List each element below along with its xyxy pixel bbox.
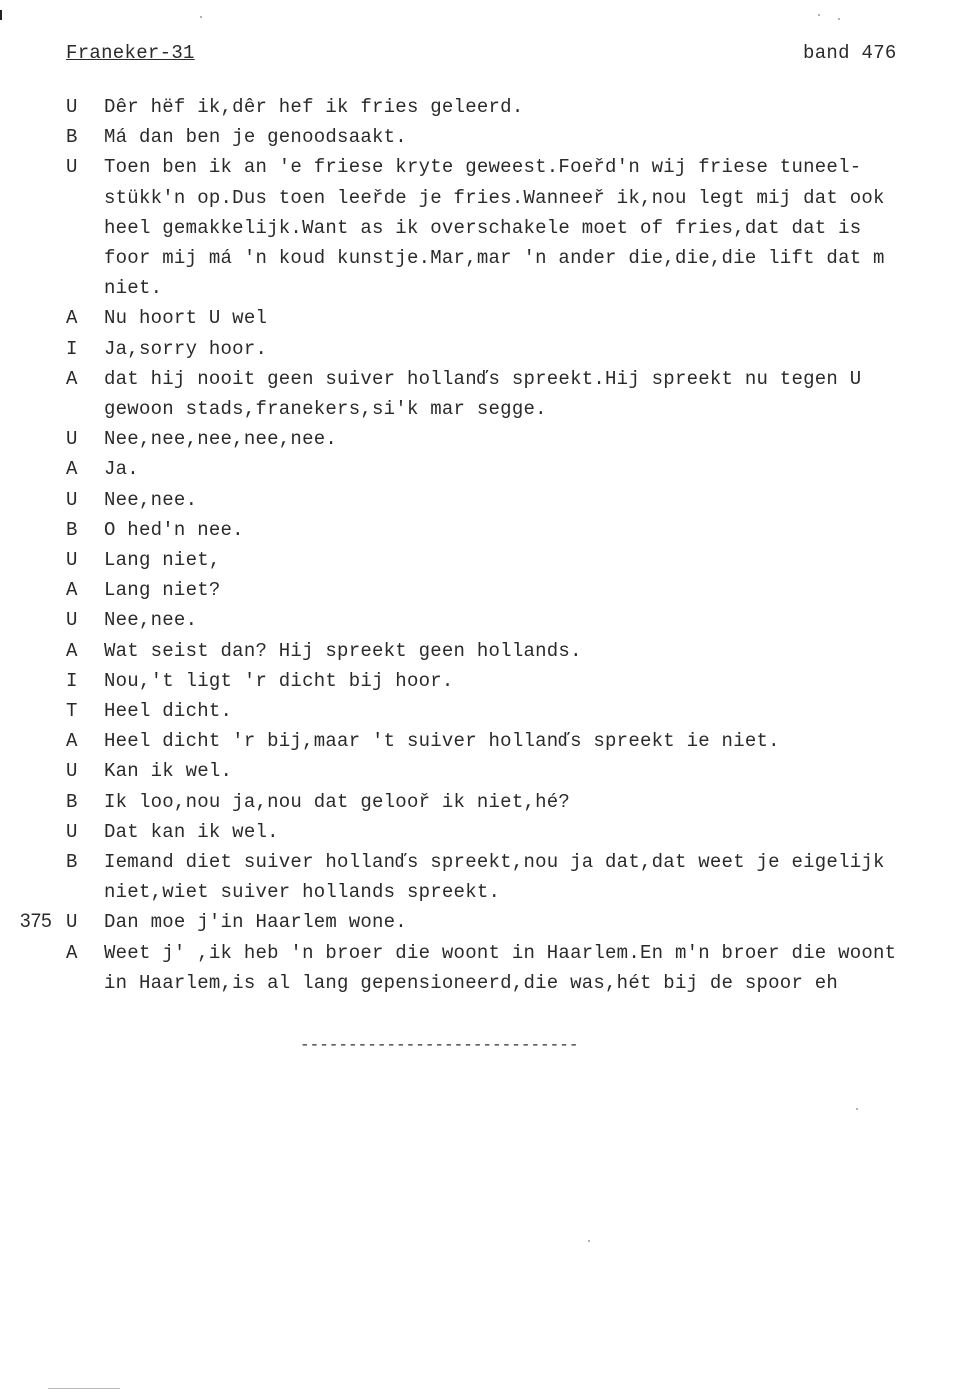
transcript-turn (0, 726, 979, 756)
transcript-turn (0, 515, 979, 545)
utterance-line: stükk'n op.Dus toen leeřde je fries.Wanneeř ik,nou legt mij dat ook (104, 186, 885, 209)
transcript-turn (0, 334, 979, 364)
speaker-label: U (66, 488, 78, 511)
utterance (104, 756, 964, 786)
utterance (104, 636, 964, 666)
transcript-turn (0, 847, 979, 907)
utterance (104, 907, 964, 937)
utterance (104, 303, 964, 333)
utterance-line: Toen ben ik an 'e friese kryte geweest.Foeřd'n wij friese tuneel- (104, 156, 862, 179)
speaker-label: I (66, 337, 78, 360)
transcript-turn (0, 303, 979, 333)
speaker-label: U (66, 609, 78, 632)
speaker-label: A (66, 367, 78, 390)
utterance-line: Nu hoort U wel (104, 307, 268, 330)
transcript-turn (0, 575, 979, 605)
utterance-line: foor mij má 'n koud kunstje.Mar,mar 'n ander die,die,die lift dat m (104, 247, 885, 270)
speaker-label: A (66, 307, 78, 330)
utterance-line: Dan moe j'in Haarlem wone. (104, 911, 407, 934)
transcript-turn (0, 907, 979, 937)
transcript-turn (0, 545, 979, 575)
bottom-edge-mark (48, 1388, 120, 1389)
utterance-line: Dat kan ik wel. (104, 820, 279, 843)
speaker-label: A (66, 458, 78, 481)
transcript-turn (0, 756, 979, 786)
speaker-label: U (66, 820, 78, 843)
utterance-line: Ik loo,nou ja,nou dat gelooř ik niet,hé? (104, 790, 571, 813)
speaker-label: U (66, 760, 78, 783)
utterance (104, 152, 964, 303)
speaker-label: U (66, 96, 78, 118)
utterance-line: Lang niet? (104, 579, 221, 602)
paper-speck (200, 16, 202, 18)
utterance-line: Lang niet, (104, 549, 221, 572)
utterance (104, 485, 964, 515)
speaker-label: B (66, 126, 78, 149)
utterance-line: heel gemakkelijk.Want as ik overschakele moet of fries,dat dat is (104, 216, 862, 239)
utterance (104, 666, 964, 696)
utterance-line: Nee,nee. (104, 488, 198, 511)
utterance (104, 605, 964, 635)
transcript-turn (0, 485, 979, 515)
speaker-label: U (66, 911, 78, 934)
speaker-label: A (66, 579, 78, 602)
transcript-turn (0, 122, 979, 152)
utterance (104, 515, 964, 545)
utterance-line: Iemand diet suiver hollanďs spreekt,nou ja dat,dat weet je eigelijk (104, 851, 885, 874)
utterance (104, 454, 964, 484)
utterance-line: Ja,sorry hoor. (104, 337, 268, 360)
utterance-line: Weet j' ,ik heb 'n broer die woont in Haarlem.En m'n broer die woont (104, 941, 897, 964)
utterance-line: niet,wiet suiver hollands spreekt. (104, 881, 501, 904)
transcript-turn (0, 605, 979, 635)
utterance-line: Wat seist dan? Hij spreekt geen hollands. (104, 639, 582, 662)
utterance-line: dat hij nooit geen suiver hollanďs spreekt.Hij spreekt nu tegen U (104, 367, 862, 390)
transcript-turn (0, 454, 979, 484)
speaker-label: U (66, 549, 78, 572)
utterance (104, 817, 964, 847)
utterance (104, 696, 964, 726)
utterance (104, 334, 964, 364)
utterance-line: Má dan ben je genoodsaakt. (104, 126, 407, 149)
paper-speck (588, 1240, 590, 1242)
utterance (104, 92, 964, 122)
speaker-label: A (66, 730, 78, 753)
speaker-label: T (66, 700, 78, 723)
utterance-line: Dêr hëf ik,dêr hef ik fries geleerd. (104, 96, 524, 118)
transcript-turn (0, 364, 979, 424)
utterance (104, 122, 964, 152)
document-title: Franeker-31 (66, 42, 195, 64)
transcript-turn (0, 424, 979, 454)
utterance (104, 364, 964, 424)
line-number: 375 (20, 911, 52, 933)
speaker-label: U (66, 156, 78, 179)
utterance-line: Heel dicht 'r bij,maar 't suiver hollanďs spreekt ie niet. (104, 730, 780, 753)
speaker-label: B (66, 790, 78, 813)
margin-tick-mark (0, 10, 2, 20)
transcript-turn (0, 666, 979, 696)
speaker-label: B (66, 851, 78, 874)
utterance (104, 424, 964, 454)
speaker-label: I (66, 669, 78, 692)
utterance-line: O hed'n nee. (104, 518, 244, 541)
transcript-turn (0, 152, 979, 303)
utterance-line: Nou,'t ligt 'r dicht bij hoor. (104, 669, 454, 692)
separator-line: ----------------------------- (300, 1036, 579, 1054)
speaker-label: A (66, 941, 78, 964)
utterance-line: Kan ik wel. (104, 760, 233, 783)
utterance-line: niet. (104, 277, 163, 300)
transcript-turn (0, 938, 979, 998)
transcript-body (0, 92, 979, 998)
transcript-turn (0, 787, 979, 817)
speaker-label: A (66, 639, 78, 662)
utterance-line: in Haarlem,is al lang gepensioneerd,die was,hét bij de spoor eh (104, 971, 839, 994)
utterance-line: Nee,nee. (104, 609, 198, 632)
speaker-label: U (66, 428, 78, 451)
tape-band-number: band 476 (803, 42, 897, 64)
transcript-turn (0, 92, 979, 122)
paper-speck (818, 14, 820, 16)
utterance-line: Heel dicht. (104, 700, 233, 723)
utterance (104, 726, 964, 756)
paper-speck (838, 18, 840, 20)
utterance (104, 787, 964, 817)
utterance-line: Ja. (104, 458, 139, 481)
transcript-turn (0, 817, 979, 847)
utterance (104, 847, 964, 907)
utterance-line: gewoon stads,franekers,si'k mar segge. (104, 398, 547, 421)
transcript-turn (0, 636, 979, 666)
utterance-line: Nee,nee,nee,nee,nee. (104, 428, 338, 451)
paper-speck (856, 1108, 858, 1110)
utterance (104, 575, 964, 605)
speaker-label: B (66, 518, 78, 541)
utterance (104, 938, 964, 998)
utterance (104, 545, 964, 575)
transcript-turn (0, 696, 979, 726)
